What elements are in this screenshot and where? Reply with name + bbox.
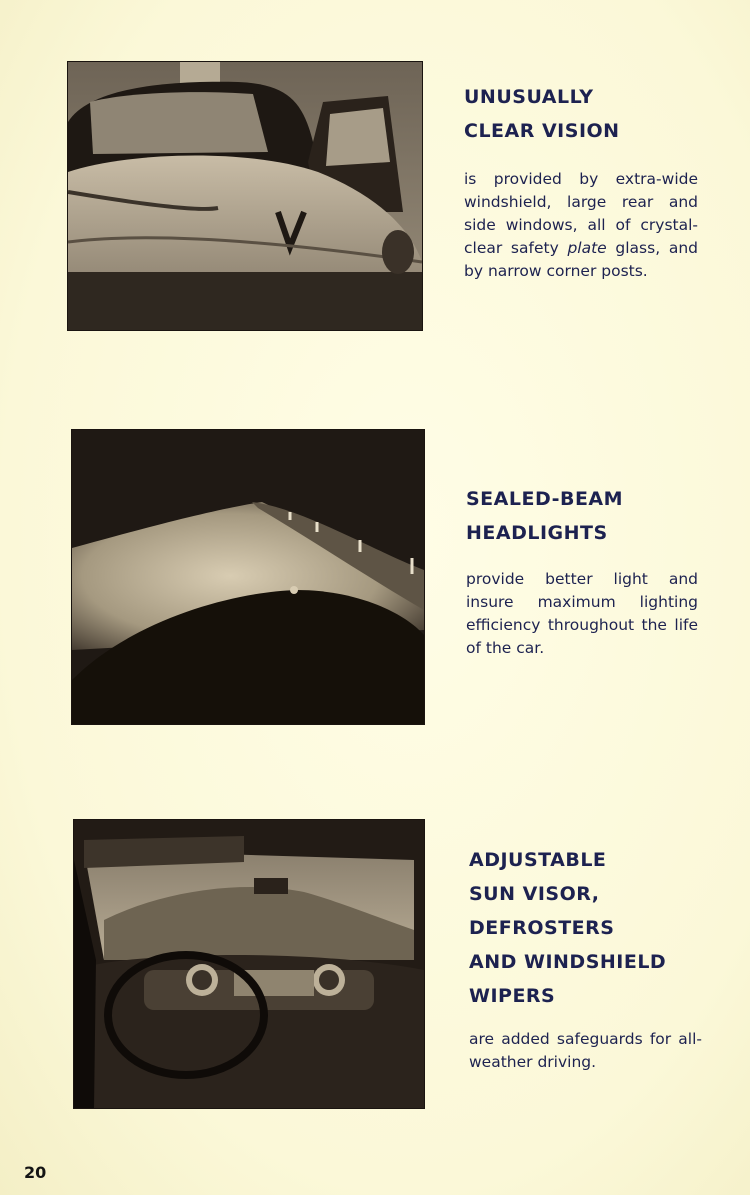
heading-line: CLEAR VISION bbox=[464, 120, 620, 142]
heading-line: AND WINDSHIELD bbox=[469, 951, 667, 973]
plate-emphasis: plate bbox=[567, 239, 607, 257]
heading-line: UNUSUALLY bbox=[464, 86, 594, 108]
sun-visor-text: are added safeguards for all-weather driving. bbox=[469, 1030, 702, 1071]
heading-line: DEFROSTERS bbox=[469, 917, 615, 939]
sun-visor-heading bbox=[469, 843, 666, 1013]
headlights-road-photo bbox=[72, 430, 424, 724]
clear-vision-text: is provided by extra-wide windshield, large rear and side windows, all of crystal-clear safety plate glass, and by narrow corner posts. bbox=[464, 170, 698, 280]
clear-vision-heading bbox=[464, 80, 620, 148]
heading-line: HEADLIGHTS bbox=[466, 522, 608, 544]
headlights-text: provide better light and insure maximum lighting efficiency throughout the life of the car. bbox=[466, 570, 698, 657]
page-number: 20 bbox=[24, 1163, 47, 1182]
heading-line: WIPERS bbox=[469, 985, 556, 1007]
heading-line: ADJUSTABLE bbox=[469, 849, 607, 871]
car-exterior-photo bbox=[68, 62, 422, 330]
dashboard-interior-photo bbox=[74, 820, 424, 1108]
heading-line: SUN VISOR, bbox=[469, 883, 600, 905]
heading-line: SEALED-BEAM bbox=[466, 488, 624, 510]
headlights-heading bbox=[466, 482, 623, 550]
